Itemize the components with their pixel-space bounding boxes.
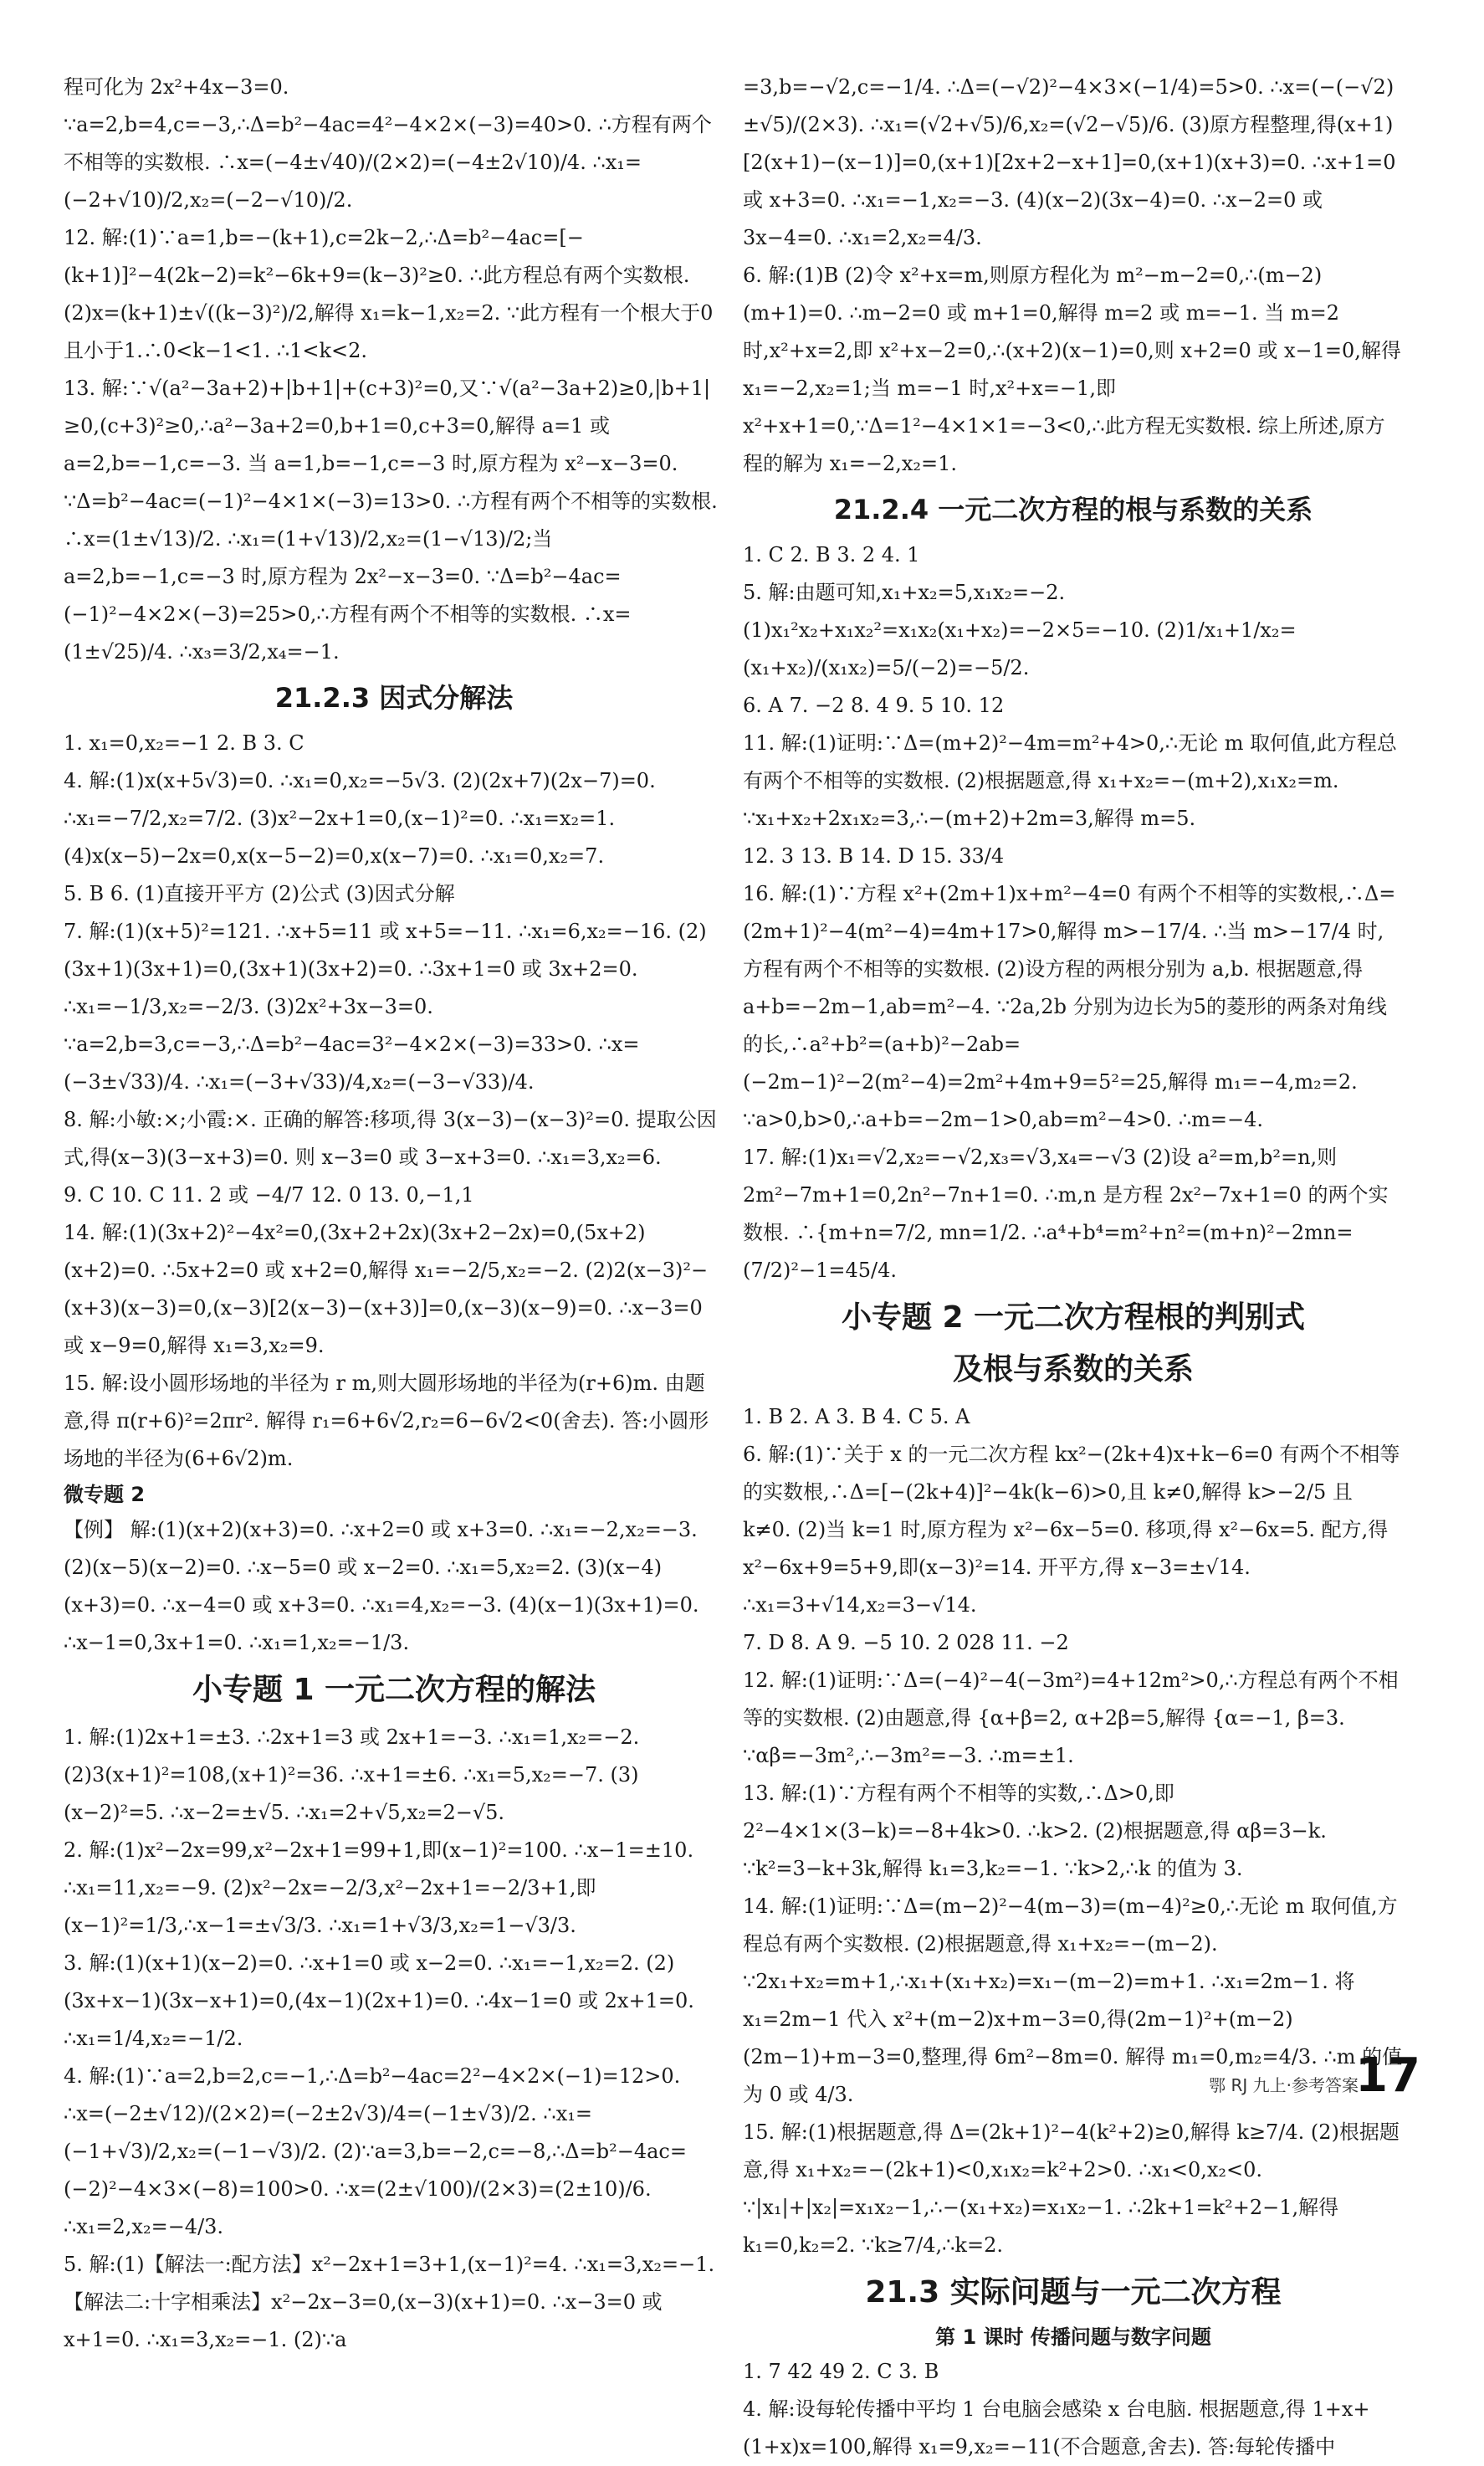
answer-block: 12. 解:(1)∵a=1,b=−(k+1),c=2k−2,∴Δ=b²−4ac=[−(k+1)]²−4(2k−2)=k²−6k+9=(k−3)²≥0. ∴此方程总有两个实数根. (2)x=(k+1)±√((k−3)²)/2,解得 x₁=k−1,x₂=2. ∵此方程有一个根大于0且小于1.∴0<k−1<1. ∴1<k<2.: [64, 226, 714, 362]
answer-block: 17. 解:(1)x₁=√2,x₂=−√2,x₃=√3,x₄=−√3 (2)设 a²=m,b²=n,则 2m²−7m+1=0,2n²−7n+1=0. ∴m,n 是方程 2x²−7x+1=0 的两个实数根. ∴{m+n=7/2, mn=1/2. ∴a⁴+b⁴=m²+n²=(m+n)²−2mn=(7/2)²−1=45/4.: [743, 1146, 1389, 1282]
answer-block: 1. B 2. A 3. B 4. C 5. A: [743, 1405, 970, 1428]
answer-block: 5. B 6. (1)直接开平方 (2)公式 (3)因式分解: [64, 882, 455, 905]
answer-block: 5. 解:由题可知,x₁+x₂=5,x₁x₂=−2. (1)x₁²x₂+x₁x₂²=x₁x₂(x₁+x₂)=−2×5=−10. (2)1/x₁+1/x₂=(x₁+x₂)/(x₁x₂)=5/(−2)=−5/2.: [743, 581, 1297, 679]
topic-heading: 小专题 1 一元二次方程的解法: [192, 1673, 596, 1707]
answer-block: =3,b=−√2,c=−1/4. ∴Δ=(−√2)²−4×3×(−1/4)=5>0. ∴x=(−(−√2)±√5)/(2×3). ∴x₁=(√2+√5)/6,x₂=(√2−√5)/6. (3)原方程整理,得(x+1)[2(x+1)−(x−1)]=0,(x+1)[2x+2−x+1]=0,(x+1)(x+3)=0. ∴x+1=0 或 x+3=0. ∴x₁=−1,x₂=−3. (4)(x−2)(3x−4)=0. ∴x−2=0 或 3x−4=0. ∴x₁=2,x₂=4/3.: [743, 75, 1396, 249]
right-column: [743, 69, 1404, 2466]
footer-label: 鄂 RJ 九上·参考答案: [1209, 2075, 1359, 2095]
page-number: 17: [1355, 2048, 1420, 2103]
answer-block: 8. 解:小敏:×;小霞:×. 正确的解答:移项,得 3(x−3)−(x−3)²=0. 提取公因式,得(x−3)(3−x+3)=0. 则 x−3=0 或 3−x+3=0. ∴x₁=3,x₂=6.: [64, 1108, 717, 1169]
answer-block: 13. 解:(1)∵方程有两个不相等的实数,∴Δ>0,即 2²−4×1×(3−k)=−8+4k>0. ∴k>2. (2)根据题意,得 αβ=3−k. ∵k²=3−k+3k,解得 k₁=3,k₂=−1. ∵k>2,∴k 的值为 3.: [743, 1782, 1327, 1880]
answer-block: 11. 解:(1)证明:∵Δ=(m+2)²−4m=m²+4>0,∴无论 m 取何值,此方程总有两个不相等的实数根. (2)根据题意,得 x₁+x₂=−(m+2),x₁x₂=m. ∵x₁+x₂+2x₁x₂=3,∴−(m+2)+2m=3,解得 m=5.: [743, 731, 1397, 830]
answer-block: 【例】 解:(1)(x+2)(x+3)=0. ∴x+2=0 或 x+3=0. ∴x₁=−2,x₂=−3. (2)(x−5)(x−2)=0. ∴x−5=0 或 x−2=0. ∴x₁=5,x₂=2. (3)(x−4)(x+3)=0. ∴x−4=0 或 x+3=0. ∴x₁=4,x₂=−3. (4)(x−1)(3x+1)=0. ∴x−1=0,3x+1=0. ∴x₁=1,x₂=−1/3.: [64, 1518, 699, 1654]
answer-block: 1. 7 42 49 2. C 3. B: [743, 2360, 939, 2383]
answer-block: 13. 解:∵√(a²−3a+2)+|b+1|+(c+3)²=0,又∵√(a²−3a+2)≥0,|b+1|≥0,(c+3)²≥0,∴a²−3a+2=0,b+1=0,c+3=0,解得 a=1 或 a=2,b=−1,c=−3. 当 a=1,b=−1,c=−3 时,原方程为 x²−x−3=0. ∵Δ=b²−4ac=(−1)²−4×1×(−3)=13>0. ∴方程有两个不相等的实数根. ∴x=(1±√13)/2. ∴x₁=(1+√13)/2,x₂=(1−√13)/2;当 a=2,b=−1,c=−3 时,原方程为 2x²−x−3=0. ∵Δ=b²−4ac=(−1)²−4×2×(−3)=25>0,∴方程有两个不相等的实数根. ∴x=(1±√25)/4. ∴x₃=3/2,x₄=−1.: [64, 377, 718, 664]
left-column: [64, 69, 724, 2359]
answer-block: 5. 解:(1)【解法一:配方法】x²−2x+1=3+1,(x−1)²=4. ∴x₁=3,x₂=−1.【解法二:十字相乘法】x²−2x−3=0,(x−3)(x+1)=0. ∴x−3=0 或 x+1=0. ∴x₁=3,x₂=−1. (2)∵a: [64, 2253, 715, 2351]
answer-block: 15. 解:设小圆形场地的半径为 r m,则大圆形场地的半径为(r+6)m. 由题意,得 π(r+6)²=2πr². 解得 r₁=6+6√2,r₂=6−6√2<0(舍去). 答:小圆形场地的半径为(6+6√2)m.: [64, 1371, 709, 1470]
answer-block: 14. 解:(1)(3x+2)²−4x²=0,(3x+2+2x)(3x+2−2x)=0,(5x+2)(x+2)=0. ∴5x+2=0 或 x+2=0,解得 x₁=−2/5,x₂=−2. (2)2(x−3)²−(x+3)(x−3)=0,(x−3)[2(x−3)−(x+3)]=0,(x−3)(x−9)=0. ∴x−3=0 或 x−9=0,解得 x₁=3,x₂=9.: [64, 1221, 709, 1357]
topic-heading: 小专题 2 一元二次方程根的判别式: [841, 1300, 1306, 1335]
topic-heading: 及根与系数的关系: [952, 1352, 1194, 1387]
lesson-subheading: 第 1 课时 传播问题与数字问题: [935, 2325, 1211, 2349]
answer-block: 1. C 2. B 3. 2 4. 1: [743, 543, 920, 567]
answer-block: 14. 解:(1)证明:∵Δ=(m−2)²−4(m−3)=(m−4)²≥0,∴无论 m 取何值,方程总有两个实数根. (2)根据题意,得 x₁+x₂=−(m−2). ∵2x₁+x₂=m+1,∴x₁+(x₁+x₂)=x₁−(m−2)=m+1. ∴x₁=2m−1. 将 x₁=2m−1 代入 x²+(m−2)x+m−3=0,得(2m−1)²+(m−2)(2m−1)+m−3=0,整理,得 6m²−8m=0. 解得 m₁=0,m₂=4/3. ∴m 的值为 0 或 4/3.: [743, 1894, 1403, 2106]
answer-block: 2. 解:(1)x²−2x=99,x²−2x+1=99+1,即(x−1)²=100. ∴x−1=±10. ∴x₁=11,x₂=−9. (2)x²−2x=−2/3,x²−2x+1=−2/3+1,即(x−1)²=1/3,∴x−1=±√3/3. ∴x₁=1+√3/3,x₂=1−√3/3.: [64, 1838, 694, 1937]
answer-block: 6. 解:(1)B (2)令 x²+x=m,则原方程化为 m²−m−2=0,∴(m−2)(m+1)=0. ∴m−2=0 或 m+1=0,解得 m=2 或 m=−1. 当 m=2 时,x²+x=2,即 x²+x−2=0,∴(x+2)(x−1)=0,则 x+2=0 或 x−1=0,解得 x₁=−2,x₂=1;当 m=−1 时,x²+x=−1,即 x²+x+1=0,∵Δ=1²−4×1×1=−3<0,∴此方程无实数根. 综上所述,原方程的解为 x₁=−2,x₂=1.: [743, 264, 1401, 475]
answer-block: 7. D 8. A 9. −5 10. 2 028 11. −2: [743, 1631, 1069, 1654]
answer-block: 程可化为 2x²+4x−3=0. ∵a=2,b=4,c=−3,∴Δ=b²−4ac=4²−4×2×(−3)=40>0. ∴方程有两个不相等的实数根. ∴x=(−4±√40)/(2×2)=(−4±2√10)/4. ∴x₁=(−2+√10)/2,x₂=(−2−√10)/2.: [64, 75, 712, 212]
answer-block: 12. 解:(1)证明:∵Δ=(−4)²−4(−3m²)=4+12m²>0,∴方程总有两个不相等的实数根. (2)由题意,得 {α+β=2, α+2β=5,解得 {α=−1, β=3. ∵αβ=−3m²,∴−3m²=−3. ∴m=±1.: [743, 1669, 1399, 1767]
answer-block: 4. 解:设每轮传播中平均 1 台电脑会感染 x 台电脑. 根据题意,得 1+x+(1+x)x=100,解得 x₁=9,x₂=−11(不合题意,舍去). 答:每轮传播中: [743, 2397, 1370, 2458]
answer-block: 9. C 10. C 11. 2 或 −4/7 12. 0 13. 0,−1,1: [64, 1183, 474, 1207]
answer-block: 7. 解:(1)(x+5)²=121. ∴x+5=11 或 x+5=−11. ∴x₁=6,x₂=−16. (2)(3x+1)(3x+1)=0,(3x+1)(3x+2)=0. ∴3x+1=0 或 3x+2=0. ∴x₁=−1/3,x₂=−2/3. (3)2x²+3x−3=0. ∵a=2,b=3,c=−3,∴Δ=b²−4ac=3²−4×2×(−3)=33>0. ∴x=(−3±√33)/4. ∴x₁=(−3+√33)/4,x₂=(−3−√33)/4.: [64, 920, 707, 1094]
topic-heading: 21.3 实际问题与一元二次方程: [865, 2275, 1282, 2310]
answer-block: 15. 解:(1)根据题意,得 Δ=(2k+1)²−4(k²+2)≥0,解得 k≥7/4. (2)根据题意,得 x₁+x₂=−(2k+1)<0,x₁x₂=k²+2>0. ∴x₁<0,x₂<0. ∵|x₁|+|x₂|=x₁x₂−1,∴−(x₁+x₂)=x₁x₂−1. ∴2k+1=k²+2−1,解得 k₁=0,k₂=2. ∵k≥7/4,∴k=2.: [743, 2120, 1400, 2257]
answer-block: 1. x₁=0,x₂=−1 2. B 3. C: [64, 731, 304, 755]
answer-block: 16. 解:(1)∵方程 x²+(2m+1)x+m²−4=0 有两个不相等的实数根,∴Δ=(2m+1)²−4(m²−4)=4m+17>0,解得 m>−17/4. ∴当 m>−17/4 时,方程有两个不相等的实数根. (2)设方程的两根分别为 a,b. 根据题意,得 a+b=−2m−1,ab=m²−4. ∵2a,2b 分别为边长为5的菱形的两条对角线的长,∴a²+b²=(a+b)²−2ab=(−2m−1)²−2(m²−4)=2m²+4m+9=5²=25,解得 m₁=−4,m₂=2. ∵a>0,b>0,∴a+b=−2m−1>0,ab=m²−4>0. ∴m=−4.: [743, 882, 1396, 1131]
answer-block: 6. 解:(1)∵关于 x 的一元二次方程 kx²−(2k+4)x+k−6=0 有两个不相等的实数根,∴Δ=[−(2k+4)]²−4k(k−6)>0,且 k≠0,解得 k>−2/5 且 k≠0. (2)当 k=1 时,原方程为 x²−6x−5=0. 移项,得 x²−6x=5. 配方,得 x²−6x+9=5+9,即(x−3)²=14. 开平方,得 x−3=±√14. ∴x₁=3+√14,x₂=3−√14.: [743, 1443, 1400, 1617]
answer-block: 1. 解:(1)2x+1=±3. ∴2x+1=3 或 2x+1=−3. ∴x₁=1,x₂=−2. (2)3(x+1)²=108,(x+1)²=36. ∴x+1=±6. ∴x₁=5,x₂=−7. (3)(x−2)²=5. ∴x−2=±√5. ∴x₁=2+√5,x₂=2−√5.: [64, 1725, 640, 1824]
answer-block: 3. 解:(1)(x+1)(x−2)=0. ∴x+1=0 或 x−2=0. ∴x₁=−1,x₂=2. (2)(3x+x−1)(3x−x+1)=0,(4x−1)(2x+1)=0. ∴4x−1=0 或 2x+1=0. ∴x₁=1/4,x₂=−1/2.: [64, 1951, 694, 2050]
section-heading: 21.2.3 因式分解法: [274, 682, 514, 714]
section-heading: 21.2.4 一元二次方程的根与系数的关系: [833, 494, 1313, 525]
answer-block: 6. A 7. −2 8. 4 9. 5 10. 12: [743, 694, 1005, 717]
micro-topic-label: 微专题 2: [64, 1483, 146, 1506]
answer-block: 12. 3 13. B 14. D 15. 33/4: [743, 844, 1005, 868]
answer-block: 4. 解:(1)x(x+5√3)=0. ∴x₁=0,x₂=−5√3. (2)(2x+7)(2x−7)=0. ∴x₁=−7/2,x₂=7/2. (3)x²−2x+1=0,(x−1)²=0. ∴x₁=x₂=1. (4)x(x−5)−2x=0,x(x−5−2)=0,x(x−7)=0. ∴x₁=0,x₂=7.: [64, 769, 656, 868]
answer-block: 4. 解:(1)∵a=2,b=2,c=−1,∴Δ=b²−4ac=2²−4×2×(−1)=12>0. ∴x=(−2±√12)/(2×2)=(−2±2√3)/4=(−1±√3)/2. ∴x₁=(−1+√3)/2,x₂=(−1−√3)/2. (2)∵a=3,b=−2,c=−8,∴Δ=b²−4ac=(−2)²−4×3×(−8)=100>0. ∴x=(2±√100)/(2×3)=(2±10)/6. ∴x₁=2,x₂=−4/3.: [64, 2064, 687, 2238]
